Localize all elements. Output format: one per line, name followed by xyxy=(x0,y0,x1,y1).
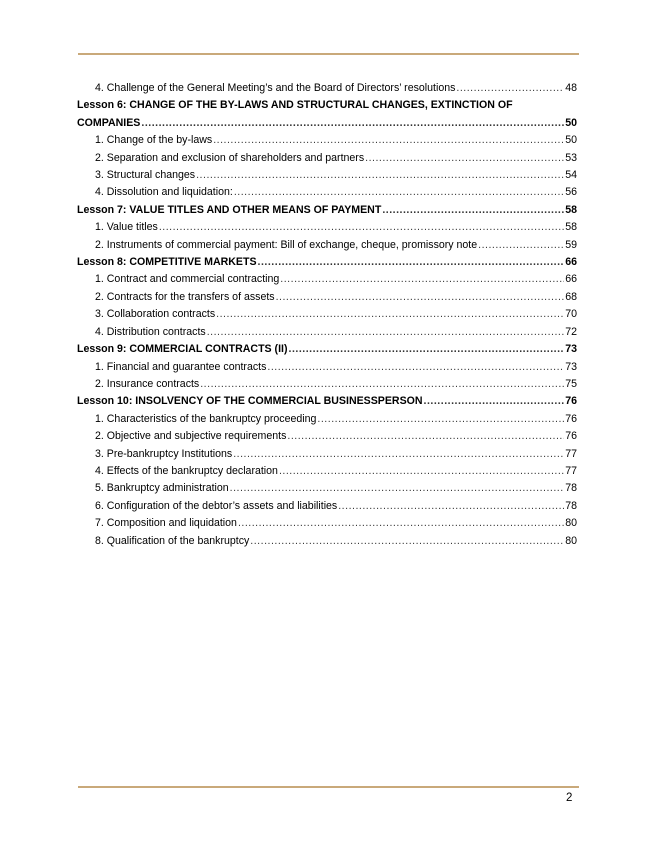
toc-leader-dots xyxy=(317,411,564,428)
toc-leader-dots xyxy=(280,271,564,288)
toc-entry-page: 77 xyxy=(565,464,577,477)
lesson-title: Lesson 7: VALUE TITLES AND OTHER MEANS OF PAYMENT xyxy=(77,203,382,216)
lesson-heading[interactable] xyxy=(77,393,577,410)
toc-entry-page: 50 xyxy=(565,134,577,147)
footer-rule xyxy=(78,786,579,788)
toc-leader-dots xyxy=(141,115,564,132)
toc-entry[interactable] xyxy=(77,271,577,288)
toc-leader-dots xyxy=(478,237,564,254)
lesson-title: Lesson 10: INSOLVENCY OF THE COMMERCIAL BUSINESSPERSON xyxy=(77,395,423,408)
lesson-page: 66 xyxy=(565,256,577,269)
toc-leader-dots xyxy=(200,376,564,393)
lesson-page: 50 xyxy=(565,116,577,129)
toc-entry-page: 70 xyxy=(565,308,577,321)
toc-entry-title: 2. Contracts for the transfers of assets xyxy=(95,290,275,303)
toc-entry[interactable] xyxy=(77,132,577,149)
toc-leader-dots xyxy=(287,428,564,445)
lesson-heading[interactable] xyxy=(77,202,577,219)
toc-entry-title: 4. Challenge of the General Meeting’s and the Board of Directors’ resolutions xyxy=(95,82,456,94)
toc-entry-page: 73 xyxy=(565,360,577,373)
header-rule xyxy=(78,53,579,55)
toc-entry-page: 58 xyxy=(565,221,577,234)
lesson-page: 73 xyxy=(565,343,577,356)
lesson-title: Lesson 9: COMMERCIAL CONTRACTS (II) xyxy=(77,343,288,356)
toc-entry[interactable] xyxy=(77,515,577,532)
toc-entry-page: 48 xyxy=(565,82,577,94)
toc-entry-title: 7. Composition and liquidation xyxy=(95,517,237,530)
lesson-page: 58 xyxy=(565,203,577,216)
toc-entry-page: 66 xyxy=(565,273,577,286)
toc-entry-page: 75 xyxy=(565,377,577,390)
toc-leader-dots xyxy=(159,219,564,236)
toc-entry[interactable] xyxy=(77,167,577,184)
toc-leader-dots xyxy=(233,446,564,463)
toc-leader-dots xyxy=(279,463,564,480)
toc-leader-dots xyxy=(382,202,564,219)
toc-entry-page: 77 xyxy=(565,447,577,460)
lesson-heading[interactable]: Lesson 6: CHANGE OF THE BY-LAWS AND STRUCTURAL CHANGES, EXTINCTION OF xyxy=(77,99,513,112)
toc-leader-dots xyxy=(289,341,565,358)
toc-entry[interactable] xyxy=(77,150,577,167)
toc-entry-title: 8. Qualification of the bankruptcy xyxy=(95,534,250,547)
page-number: 2 xyxy=(566,792,573,804)
toc-entry-page: 78 xyxy=(565,482,577,495)
toc-leader-dots xyxy=(234,184,564,201)
toc-entry[interactable] xyxy=(77,324,577,341)
toc-entry-title: 3. Pre-bankruptcy Institutions xyxy=(95,447,233,460)
toc-entry[interactable] xyxy=(77,498,577,515)
toc-entry-title: 1. Contract and commercial contracting xyxy=(95,273,280,286)
toc-leader-dots xyxy=(196,167,564,184)
toc-leader-dots xyxy=(338,498,564,515)
toc-entry[interactable] xyxy=(77,376,577,393)
toc-leader-dots xyxy=(365,150,564,167)
toc-entry-page: 76 xyxy=(565,430,577,443)
toc-entry-page: 53 xyxy=(565,151,577,164)
toc-entry[interactable] xyxy=(77,428,577,445)
toc-entry-page: 72 xyxy=(565,325,577,338)
toc-leader-dots xyxy=(238,515,564,532)
toc-entry-title: 4. Effects of the bankruptcy declaration xyxy=(95,464,278,477)
toc-entry-title: 5. Bankruptcy administration xyxy=(95,482,229,495)
toc-entry-title: 4. Distribution contracts xyxy=(95,325,206,338)
lesson-title: COMPANIES xyxy=(77,116,141,129)
lesson-heading[interactable] xyxy=(77,254,577,271)
toc-leader-dots xyxy=(230,480,565,497)
toc-leader-dots xyxy=(216,306,564,323)
toc-entry-page: 78 xyxy=(565,499,577,512)
toc-entry[interactable] xyxy=(77,184,577,201)
toc-entry-title: 2. Objective and subjective requirements xyxy=(95,430,287,443)
toc-entry[interactable] xyxy=(77,446,577,463)
toc-entry-title: 2. Separation and exclusion of shareholders and partners xyxy=(95,151,365,164)
toc-entry[interactable] xyxy=(77,533,577,550)
toc-entry[interactable] xyxy=(77,219,577,236)
toc-leader-dots xyxy=(267,359,564,376)
toc-leader-dots xyxy=(258,254,565,271)
toc-entry-title: 4. Dissolution and liquidation: xyxy=(95,186,233,199)
toc-entry-title: 2. Instruments of commercial payment: Bill of exchange, cheque, promissory note xyxy=(95,238,478,251)
toc-entry[interactable] xyxy=(77,306,577,323)
toc-entry-page: 68 xyxy=(565,290,577,303)
table-of-contents xyxy=(77,80,577,550)
lesson-heading[interactable] xyxy=(77,341,577,358)
toc-entry-page: 80 xyxy=(565,517,577,530)
toc-entry-page: 56 xyxy=(565,186,577,199)
toc-entry[interactable] xyxy=(77,480,577,497)
toc-leader-dots xyxy=(456,80,564,97)
toc-entry[interactable] xyxy=(77,463,577,480)
toc-entry-title: 2. Insurance contracts xyxy=(95,377,200,390)
toc-entry-title: 1. Financial and guarantee contracts xyxy=(95,360,267,373)
toc-entry-page: 59 xyxy=(565,238,577,251)
toc-leader-dots xyxy=(207,324,565,341)
toc-leader-dots xyxy=(276,289,565,306)
toc-entry-title: 3. Collaboration contracts xyxy=(95,308,216,321)
toc-entry-title: 6. Configuration of the debtor’s assets and liabilities xyxy=(95,499,338,512)
toc-entry[interactable] xyxy=(77,359,577,376)
toc-entry-page: 76 xyxy=(565,412,577,425)
lesson-page: 76 xyxy=(565,395,577,408)
toc-entry-title: 3. Structural changes xyxy=(95,169,196,182)
lesson-heading-continued[interactable] xyxy=(77,115,577,132)
toc-entry-page: 54 xyxy=(565,169,577,182)
toc-entry[interactable] xyxy=(77,411,577,428)
toc-leader-dots xyxy=(213,132,564,149)
toc-entry[interactable] xyxy=(77,237,577,254)
toc-leader-dots xyxy=(250,533,564,550)
toc-leader-dots xyxy=(424,393,565,410)
toc-entry-title: 1. Characteristics of the bankruptcy proceeding xyxy=(95,412,317,425)
toc-entry-page: 80 xyxy=(565,534,577,547)
toc-entry-title: 1. Change of the by-laws xyxy=(95,134,213,147)
toc-entry[interactable] xyxy=(77,289,577,306)
toc-entry-title: 1. Value titles xyxy=(95,221,158,234)
lesson-title: Lesson 8: COMPETITIVE MARKETS xyxy=(77,256,257,269)
toc-entry[interactable] xyxy=(77,80,577,97)
